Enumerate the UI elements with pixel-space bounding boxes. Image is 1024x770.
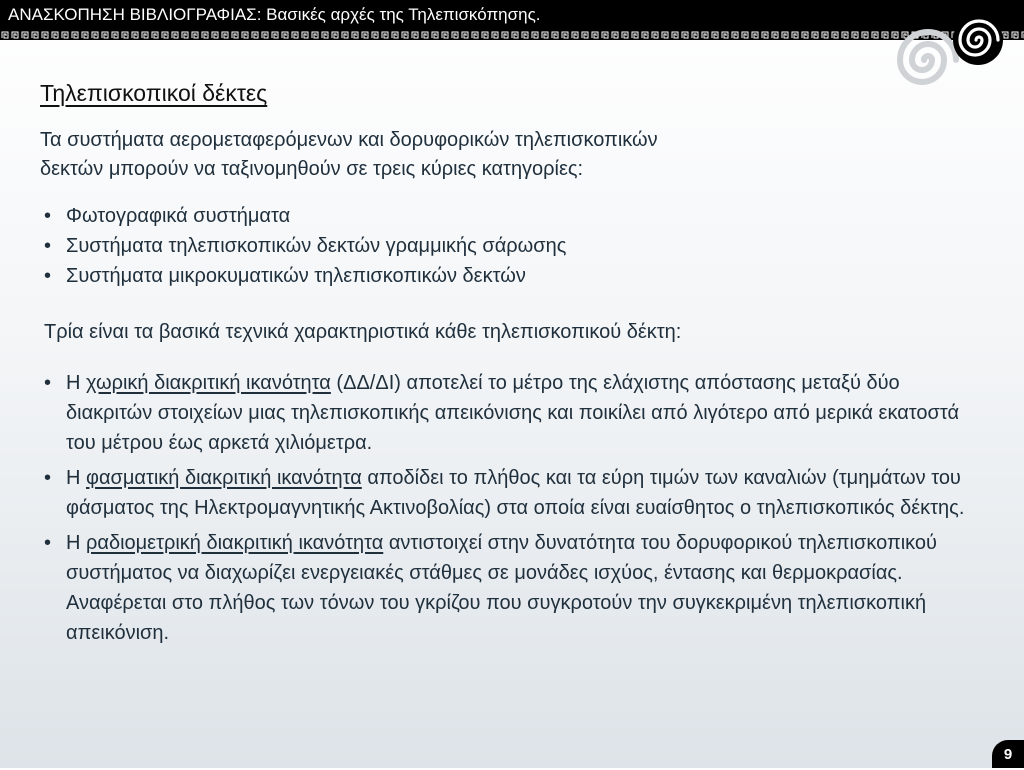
intro-line-2: δεκτών μπορούν να ταξινομηθούν σε τρεις κύριες κατηγορίες: xyxy=(40,158,584,180)
list-item: • Φωτογραφικά συστήματα xyxy=(44,201,566,231)
item-prefix: Η xyxy=(66,532,86,554)
term-radiometric-resolution: ραδιομετρική διακριτική ικανότητα xyxy=(86,532,384,554)
term-spatial-resolution: χωρική διακριτική ικανότητα xyxy=(86,372,331,394)
item-prefix: Η xyxy=(66,372,86,394)
slide-heading: Τηλεπισκοπικοί δέκτες xyxy=(40,80,268,106)
category-list xyxy=(44,201,566,291)
list-item xyxy=(44,463,984,523)
header-bar xyxy=(0,0,1024,30)
item-text: αντιστοιχεί στην δυνατότητα του δορυφορικού τηλεπισκοπικού συστήματος να διαχωρίζει ενεργειακές στάθμες σε μονάδες ισχύος, έντασης και θερμοκρασίας. Αναφέρεται στο πλήθος των τόνων του γκρίζου που συγκροτούν την συγκεκριμένη τηλεπισκοπική απεικόνιση. xyxy=(66,532,937,644)
term-spectral-resolution: φασματική διακριτική ικανότητα xyxy=(86,467,362,489)
item-text: (ΔΔ/ΔΙ) αποτελεί το μέτρο της ελάχιστης απόστασης μεταξύ δύο διακριτών στοιχείων μιας τηλεπισκοπικής απεικόνισης και ποικίλει από λιγότερο από μερικά εκατοστά του μέτρου έως αρκετά χιλιόμετρα. xyxy=(66,372,960,454)
presentation-title: ΑΝΑΣΚΟΠΗΣΗ ΒΙΒΛΙΟΓΡΑΦΙΑΣ: Βασικές αρχές της Τηλεπισκόπησης. xyxy=(8,5,541,24)
characteristics-intro: Τρία είναι τα βασικά τεχνικά χαρακτηριστικά κάθε τηλεπισκοπικού δέκτη: xyxy=(44,321,682,343)
characteristics-list xyxy=(44,368,984,653)
item-prefix: Η xyxy=(66,467,86,489)
list-item xyxy=(44,528,984,648)
greek-key-border xyxy=(0,30,1024,40)
list-item xyxy=(44,368,984,458)
list-item: • Συστήματα μικροκυματικών τηλεπισκοπικών δεκτών xyxy=(44,261,566,291)
item-text: αποδίδει το πλήθος και τα εύρη τιμών των καναλιών (τμημάτων του φάσματος της Ηλεκτρομαγνητικής Ακτινοβολίας) στα οποία είναι ευαίσθητος ο τηλεπισκοπικός δέκτης. xyxy=(66,467,965,519)
page-number: 9 xyxy=(992,740,1024,768)
spiral-icon xyxy=(890,10,1010,100)
intro-paragraph xyxy=(40,126,940,184)
intro-line-1: Τα συστήματα αερομεταφερόμενων και δορυφορικών τηλεπισκοπικών xyxy=(40,129,658,151)
list-item: • Συστήματα τηλεπισκοπικών δεκτών γραμμικής σάρωσης xyxy=(44,231,566,261)
